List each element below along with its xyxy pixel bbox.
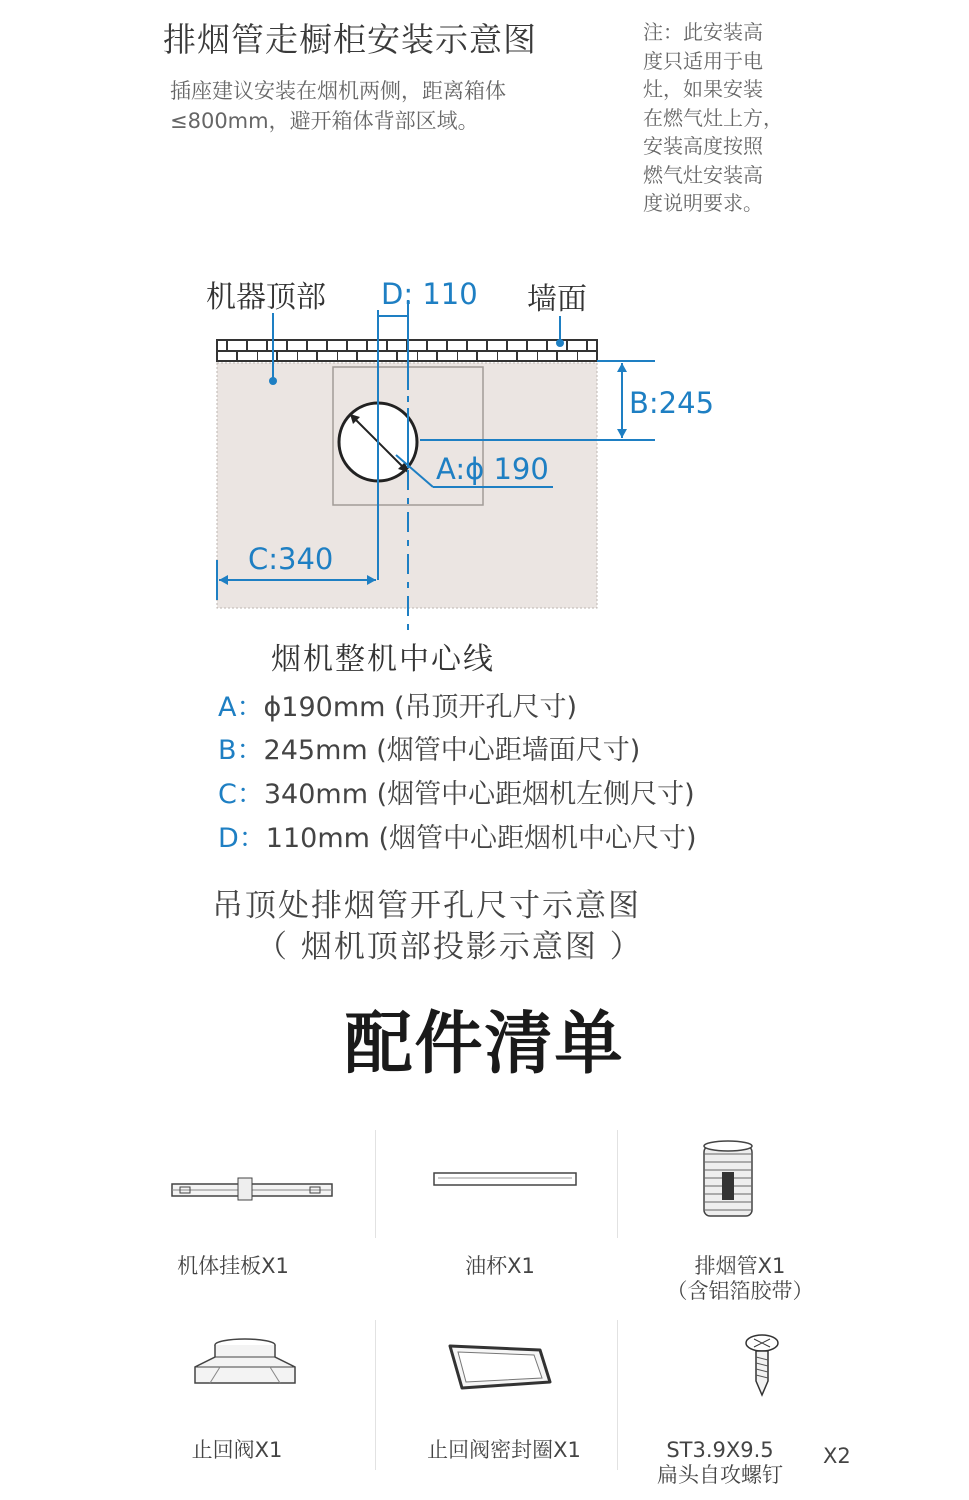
- note-line: 燃气灶安装高: [643, 162, 763, 187]
- divider: [375, 1320, 376, 1470]
- label-b: B:245: [629, 386, 715, 420]
- label-wall: 墙面: [527, 282, 587, 317]
- parts-title: 配件清单: [344, 1005, 625, 1084]
- diagram-caption: 吊顶处排烟管开孔尺寸示意图: [212, 888, 641, 924]
- diagram-subcaption: （ 烟机顶部投影示意图 ）: [256, 929, 643, 965]
- part-label: 机体挂板X1: [177, 1254, 289, 1278]
- part-label: 油杯X1: [465, 1254, 535, 1278]
- legend-text: ɸ190mm (吊顶开孔尺寸): [263, 692, 578, 723]
- note-line: 灶，如果安装: [643, 77, 763, 101]
- part-label: [640, 1254, 840, 1304]
- legend-text: 110mm (烟管中心距烟机中心尺寸): [265, 823, 697, 854]
- legend-key: B：: [218, 735, 264, 766]
- divider: [617, 1320, 618, 1470]
- label-centerline: 烟机整机中心线: [271, 642, 495, 677]
- part-label-line: 扁头自攻螺钉: [657, 1463, 783, 1487]
- note-line: 度只适用于电: [643, 48, 763, 73]
- legend-item-c: [218, 772, 695, 811]
- divider: [375, 1130, 376, 1238]
- legend-text: 245mm (烟管中心距墙面尺寸): [263, 735, 641, 766]
- check-valve-icon: [190, 1335, 300, 1395]
- legend-item-d: [218, 816, 697, 855]
- legend-key: D：: [218, 823, 266, 854]
- seal-ring-icon: [432, 1340, 557, 1395]
- part-label: 止回阀X1: [191, 1438, 283, 1462]
- screw-icon: [742, 1333, 782, 1399]
- part-label-line: ST3.9X9.5: [666, 1438, 774, 1462]
- note-line: 注：此安装高: [643, 20, 763, 44]
- part-label: 止回阀密封圈X1: [427, 1438, 581, 1462]
- oil-cup-icon: [430, 1170, 580, 1190]
- note-line: 安装高度按照: [643, 134, 763, 158]
- legend-key: C：: [218, 779, 264, 810]
- label-d: D: 110: [381, 277, 478, 311]
- mounting-plate-icon: [160, 1170, 340, 1210]
- part-label-line: 排烟管X1: [694, 1254, 786, 1278]
- note-line: 在燃气灶上方，: [643, 105, 783, 130]
- legend-text: 340mm (烟管中心距烟机左侧尺寸): [263, 779, 695, 810]
- label-machine-top: 机器顶部: [206, 280, 326, 315]
- page-title: 排烟管走橱柜安装示意图: [163, 20, 537, 59]
- legend-item-a: [218, 685, 577, 724]
- legend-item-b: [218, 728, 640, 767]
- hood-top-diagram: [0, 0, 969, 660]
- label-a: A:ɸ 190: [436, 452, 549, 486]
- part-label: [620, 1438, 820, 1488]
- note-line: 度说明要求。: [643, 191, 763, 215]
- divider: [617, 1130, 618, 1238]
- part-label-line: （含铝箔胶带）: [666, 1279, 814, 1303]
- legend-key: A：: [218, 692, 264, 723]
- label-c: C:340: [248, 542, 334, 576]
- part-quantity: X2: [823, 1444, 851, 1468]
- exhaust-pipe-icon: [698, 1138, 758, 1222]
- subtitle-line: 插座建议安装在烟机两侧，距离箱体: [170, 79, 506, 103]
- subtitle-line: ≤800mm，避开箱体背部区域。: [170, 109, 479, 133]
